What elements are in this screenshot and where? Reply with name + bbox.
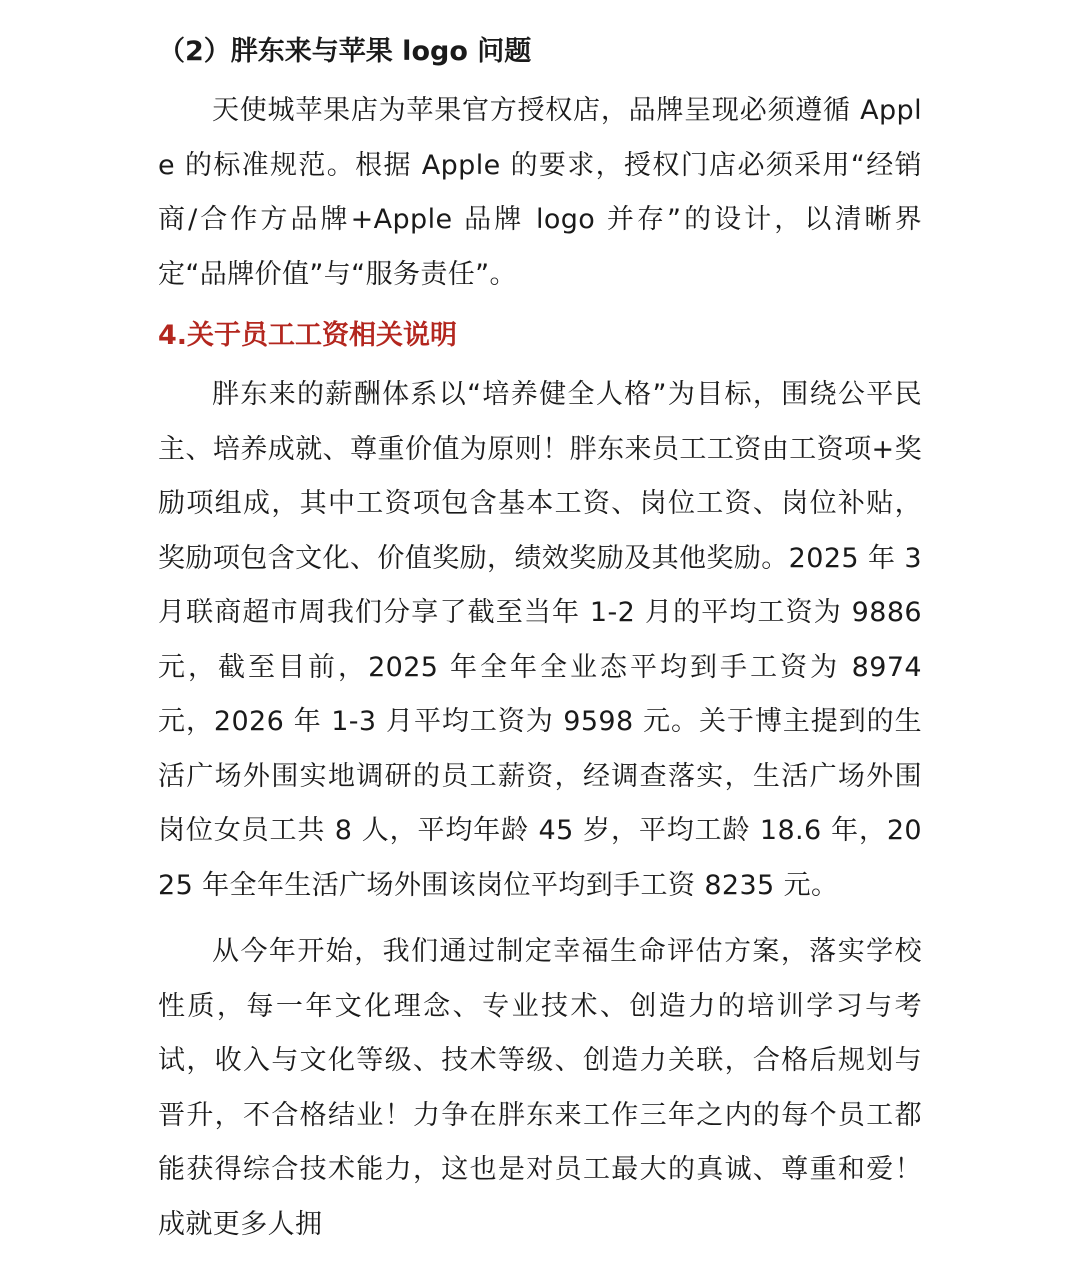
- subheading-apple-logo: （2）胖东来与苹果 logo 问题: [158, 36, 532, 67]
- section-heading-salary: 4.关于员工工资相关说明: [158, 320, 458, 351]
- paragraph-salary-system: 胖东来的薪酬体系以“培养健全人格”为目标，围绕公平民主、培养成就、尊重价值为原则！胖东来员工工资由工资项+奖励项组成，其中工资项包含基本工资、岗位工资、岗位补贴，奖励项包含文化、价值奖励，绩效奖励及其他奖励。2025 年 3 月联商超市周我们分享了截至当年 1-2 月的平均工资为 9886 元，截至目前，2025 年全年全业态平均到手工资为 8974 元，2026 年 1-3 月平均工资为 9598 元。关于博主提到的生活广场外围实地调研的员工薪资，经调查落实，生活广场外围岗位女员工共 8 人，平均年龄 45 岁，平均工龄 18.6 年，2025 年全年生活广场外围该岗位平均到手工资 8235 元。: [158, 379, 922, 901]
- document-page: [158, 30, 922, 1264]
- paragraph-evaluation-plan: 从今年开始，我们通过制定幸福生命评估方案，落实学校性质，每一年文化理念、专业技术、创造力的培训学习与考试，收入与文化等级、技术等级、创造力关联，合格后规划与晋升，不合格结业！力争在胖东来工作三年之内的每个员工都能获得综合技术能力，这也是对员工最大的真诚、尊重和爱！成就更多人拥: [158, 936, 922, 1240]
- paragraph-apple-store: 天使城苹果店为苹果官方授权店，品牌呈现必须遵循 Apple 的标准规范。根据 Apple 的要求，授权门店必须采用“经销商/合作方品牌+Apple 品牌 logo 并存”的设计，以清晰界定“品牌价值”与“服务责任”。: [158, 95, 922, 290]
